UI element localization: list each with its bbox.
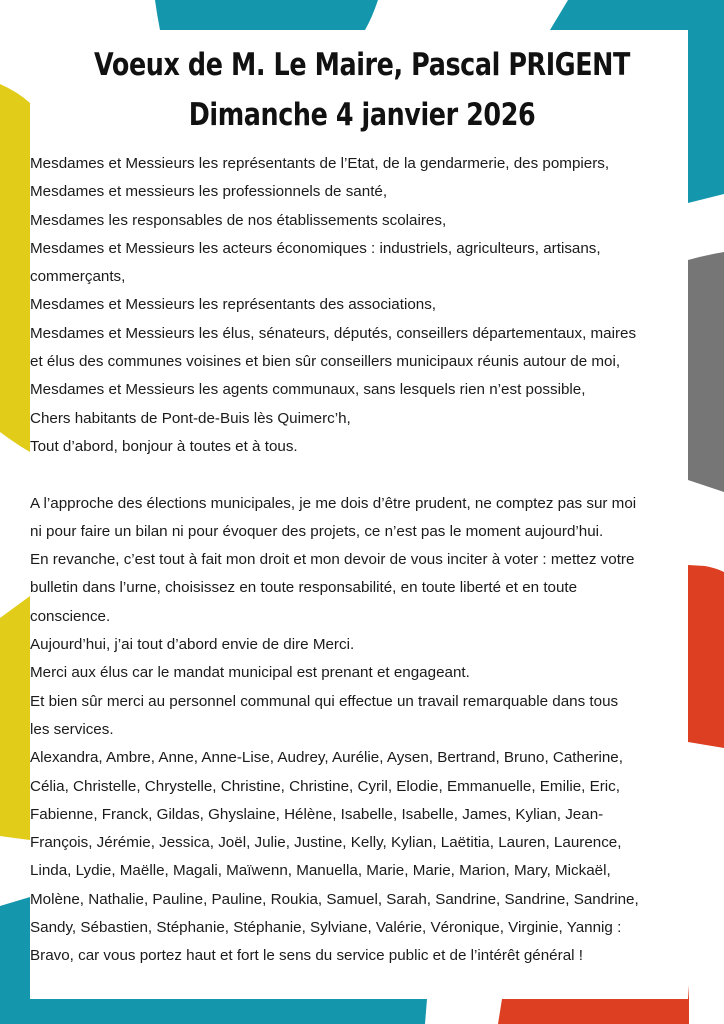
names-line: Célia, Christelle, Chrystelle, Christine, Christine, Cyril, Elodie, Emmanuelle, Emilie, Eric, — [30, 777, 620, 795]
red-shape-bottom — [498, 985, 689, 1024]
text-line: ni pour faire un bilan ni pour évoquer des projets, ce n’est pas le moment aujourd’hui. — [30, 522, 604, 540]
text-line: Mesdames et Messieurs les agents communaux, sans lesquels rien n’est possible, — [30, 381, 586, 399]
text-line: bulletin dans l’urne, choisissez en toute responsabilité, en toute liberté et en toute — [30, 579, 578, 597]
title-line-2: Dimanche 4 janvier 2026 — [188, 97, 536, 133]
speech-body — [30, 150, 680, 971]
text-line: commerçants, — [30, 268, 126, 286]
text-line: Tout d’abord, bonjour à toutes et à tous. — [30, 437, 298, 455]
text-line: Merci aux élus car le mandat municipal est prenant et engageant. — [30, 664, 470, 682]
greetings-block — [30, 150, 680, 461]
main-paragraph — [30, 490, 680, 971]
text-line: les services. — [30, 720, 114, 738]
text-line: Mesdames et Messieurs les élus, sénateurs, députés, conseillers départementaux, maires — [30, 324, 637, 342]
yellow-shape-left-upper — [0, 84, 30, 452]
page-title — [65, 40, 659, 140]
text-line: Mesdames et Messieurs les acteurs économiques : industriels, agriculteurs, artisans, — [30, 239, 601, 257]
names-line: Linda, Lydie, Maëlle, Magali, Maïwenn, Manuella, Marie, Marie, Marion, Mary, Mickaël, — [30, 862, 611, 880]
text-line: A l’approche des élections municipales, je me dois d’être prudent, ne comptez pas sur moi — [30, 494, 637, 512]
title-line-1: Voeux de M. Le Maire, Pascal PRIGENT — [94, 47, 630, 83]
names-line: Sandy, Sébastien, Stéphanie, Stéphanie, Sylviane, Valérie, Véronique, Virginie, Yannig : — [30, 919, 622, 937]
red-shape-right — [688, 565, 724, 748]
closing-line: Bravo, car vous portez haut et fort le sens du service public et de l’intérêt général ! — [30, 947, 583, 965]
gray-shape-right — [688, 252, 724, 492]
text-line: En revanche, c’est tout à fait mon droit et mon devoir de vous inciter à voter : mettez votre — [30, 551, 635, 569]
text-line: Mesdames les responsables de nos établissements scolaires, — [30, 211, 447, 229]
names-line: François, Jérémie, Jessica, Joël, Julie, Justine, Kelly, Kylian, Laëtitia, Lauren, Laurence, — [30, 834, 622, 852]
names-line: Alexandra, Ambre, Anne, Anne-Lise, Audrey, Aurélie, Aysen, Bertrand, Bruno, Catherine, — [30, 749, 623, 767]
text-line: Mesdames et Messieurs les représentants de l’Etat, de la gendarmerie, des pompiers, — [30, 155, 610, 172]
paragraph-gap — [30, 461, 680, 489]
text-line: conscience. — [30, 607, 111, 625]
text-line: Et bien sûr merci au personnel communal qui effectue un travail remarquable dans tous — [30, 692, 619, 710]
text-line: et élus des communes voisines et bien sûr conseillers municipaux réunis autour de moi, — [30, 353, 621, 371]
yellow-shape-left-lower — [0, 596, 30, 840]
text-line: Mesdames et messieurs les professionnels de santé, — [30, 183, 388, 201]
text-line: Chers habitants de Pont-de-Buis lès Quimerc’h, — [30, 409, 351, 427]
text-line: Aujourd’hui, j’ai tout d’abord envie de dire Merci. — [30, 636, 355, 654]
names-line: Molène, Nathalie, Pauline, Pauline, Roukia, Samuel, Sarah, Sandrine, Sandrine, Sandrine, — [30, 890, 639, 908]
names-line: Fabienne, Franck, Gildas, Ghyslaine, Hélène, Isabelle, Isabelle, James, Kylian, Jean- — [30, 805, 604, 823]
teal-shape-top — [155, 0, 378, 30]
text-line: Mesdames et Messieurs les représentants des associations, — [30, 296, 437, 314]
